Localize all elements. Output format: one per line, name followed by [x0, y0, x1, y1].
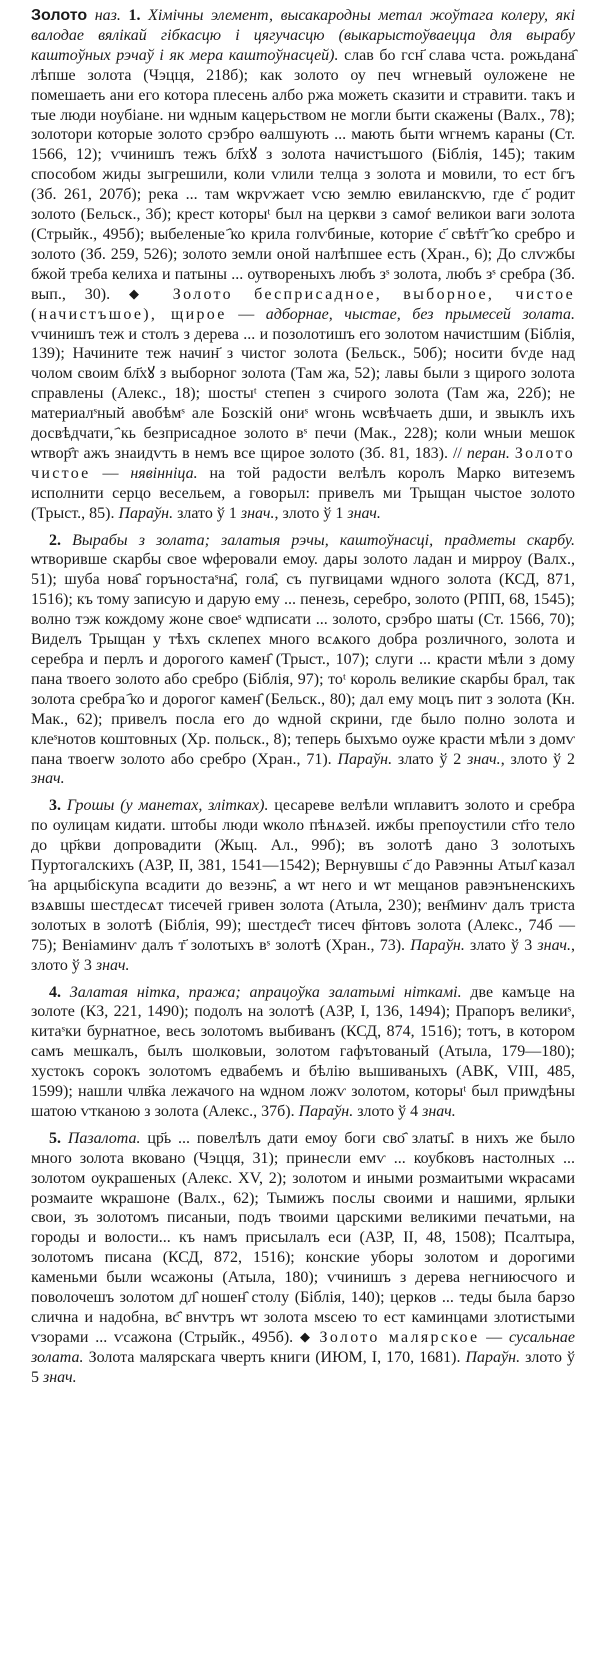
text-run: цр҃ь ... повелѣлъ дати емоу боги сво҄ златы҄. в нихъ же было много золота вковано (Чэцця, 31); принесли емѵ ... коубковъ настолных ... золотом оукрашеных (Алекс. XV, 2); золотом и иными розмаитыми ѡкрасами розмаите ѡкрашоне (Валх., 62); Тымижъ послы своими и нашими, ярлыки свои, зъ золотомъ писаныи, подъ твоими царскими великими печатьми, на городы и волости... къ намъ присылалъ еси (АЗР, II, 48, 1508); Псалтыра, золотомъ писана (КСД, 872, 1516); конские уборы золотом и дорогими каменьми были ѡсажоны (Атыла, 180); ѵчинишъ з дерева негниюсчого и поволочешъ золотом дл҄ ношен҄ столу (Біблія, 140); церков ... теды была барзо слична и надобна, вс҄ внѵтръ ѡт золота мѕсею то ест каминцами злотистыми ѵзорами ... ѵсажона (Стрыйк., 495б). — [31, 1129, 576, 1346]
sense-1-body — [31, 7, 575, 522]
sense-3 — [31, 796, 575, 975]
text-run — [141, 7, 149, 24]
sense-3-body — [31, 797, 575, 973]
text-run — [61, 984, 70, 1001]
italic-run: Грошы (у манетах, злітках). — [66, 797, 269, 815]
text-run: — — [226, 305, 266, 323]
italic-run: знач. — [240, 504, 275, 522]
text-run: цесареве велѣли ѡплавитъ золото и сребра по оулицам кидати. штобы люди ѡколо пѣнѧзей. ижбы препоустили ст҃го тело до цр҃кви допровадити (Жыц. Ал., 99б); въ золотѣ дано 3 золотыхъ Пуртогалскихъ (АЗР, II, 381, 1541—1542); Вернувшы с҃ до Равэнны Атыл҄ казал ҄на арцыбіскупа всадити до везэнь҄, а ѡт него и ѡт мещанов равэнъненскихъ взѧвшы шестдесѧт тисечей гривен золота (Атыла, 230); вен҄минѵ далъ триста золотых в золотѣ (Біблія, 99); шестдес҄т тисеч ф҃нтовъ золота (Алекс., 74б — 75); Веніаминѵ далъ т҃ золотыхъ вˢ золотѣ (Хран., 73). — [31, 797, 575, 954]
headword: Золото — [31, 7, 88, 24]
italic-run: знач. — [347, 504, 381, 522]
sense-number: 5. — [49, 1129, 61, 1147]
italic-run: Залатая нітка, пража; апрацоўка залатымі ніткамі. — [69, 983, 462, 1001]
text-run — [154, 286, 173, 303]
part-of-speech: наз. — [94, 7, 121, 24]
spaced-phrase: Золото чистое — [31, 444, 576, 482]
sense-4-body — [31, 984, 575, 1120]
sense-2-body — [31, 532, 575, 788]
italic-run: Параўн. — [337, 750, 393, 768]
sense-5-body — [31, 1130, 575, 1386]
sense-number: 2. — [49, 531, 61, 549]
text-run: злато ў 3 — [464, 936, 538, 954]
italic-run: Пазалота. — [67, 1129, 141, 1147]
text-run: ѡтворивше скарбы свое ѡферовали емоу. дары золото ладан и мирроу (Валх., 51); шуба нова҄ горъностаˢна҄, гола҄, съ пугвицами ѡдного золота (КСД, 871, 1516); къ тому записую и дарую ему ... пенезь, серебро, золото (РПП, 68, 1545); волно тэж кождому жоне своеˢ ѡдписати ... золото, срэбро шаты (Ст. 1566, 70); Виделъ Трыщан у тѣхъ склепех много всѧкого добра розличного, золота и серебра и перлъ и дорогого камен҄ (Трыст., 107); слуги ... красти мѣли з дому пана твоего золото або сребро (Біблія, 97); тоᵗ король великие скарбы брал, так золота сребра ҄ко и дорогог камен҄ (Бельск., 80); дал ему моцъ пит з золота (Кн. Мак., 62); привелъ посла его до ѡдной скрини, где было полно золота и клеˢнотов коштовных (Хр. польск., 8); теперь быхъмо оуже красти мѣли з домѵ пана твоегѡ золото або сребро (Хран., 71). — [31, 551, 575, 768]
italic-run: знач. — [467, 750, 501, 768]
text-run: злато ў 2 — [392, 750, 468, 768]
text-run: злато ў 1 — [173, 504, 241, 522]
italic-run: Параўн. — [298, 1102, 354, 1120]
diamond-mark: ◆ — [299, 1328, 313, 1344]
italic-run: знач. — [422, 1102, 456, 1120]
diamond-mark: ◆ — [128, 285, 154, 301]
text-run: слав бо гсн҃ слава чста. рожьдана҄ лѣпше золота (Чэцця, 218б); как золото оу печ ѡгневый оуложене не помешаеть ани его котора плесень албо ржа можеть сказити и стравити. такъ и тые люди ноубіане. ни ѡдным кацерьством не могли быти скажены (Валх., 78); золотори которые золото срэбро ѳалшують ... мають быти ѡгнемъ караны (Ст. 1566, 12); ѵчинишъ тежъ бл҃хꙋ з золота начистъшого (Біблія, 145); таким способом жиды зыгрешили, коли ѵлили телца з золота и мовили, то ест бгъ (Зб. 261, 207б); река ... там ѡкрѵжает ѵсю землю евиланскѵю, где с҃ родит золото (Бельск., 3б); крест которыᵗ был на церкви з самоѓ великои ваги золота (Стрыйк., 495б); выбеленые ҄ко крила голѵбиные, которие с҃ свѣт҃т ҄ко сребро и золото (Зб. 259, 526); золото земли оной налѣпшее есть (Хран., 6); До слѵжбы бжой треба келиха и патыны ... оутвореныхъ любъ зˢ золота, любъ зˢ сребра (Зб. вып., 30). — [31, 46, 575, 303]
sense-number: 3. — [49, 797, 61, 815]
italic-run: Параўн. — [410, 936, 465, 954]
italic-run: Параўн. — [465, 1348, 521, 1366]
text-run: , злото ў 1 — [274, 504, 348, 522]
italic-run: знач. — [537, 936, 571, 954]
text-run — [61, 1130, 68, 1147]
italic-run: сусальнае золата. — [31, 1328, 576, 1366]
text-run: злото ў 4 — [353, 1102, 423, 1120]
italic-run: знач. — [43, 1368, 77, 1386]
text-run: ѵчинишъ теж и столъ з дерева ... и позолотишъ его золотом начистшим (Біблія, 139); Начините теж начин҃ з чистог золота (Бельск., 50б); носити бѵде над чолом своим бл҃хꙋ з выборног золота (Там жа, 52); лавы были з щирого золота справлены (Алекс., 18); шостыᵗ степен з счирого золота (Там жа, 22б); не материалˢный авобѣмˢ але Бозскій ониˢ ѡгонь ѡсвѣчаеть дши, и звыклъ ихъ досвѣдчати, ҄кь безприсадное золото вˢ печи (Мак., 228); коли ѡныи мешок ѡтвор҄т ажъ знаидѵть в немъ все щирое золото (Зб. 81, 183). // — [31, 325, 575, 462]
italic-run: Параўн. — [118, 504, 174, 522]
italic-run: нявінніца. — [130, 464, 198, 482]
text-run: на той радости велѣлъ королъ Марко витеземъ исполнити серцо весельем, а говорыл: привелъ ми Трыщан чыстое золото (Трыст., 85). — [31, 464, 575, 522]
text-run: , злото ў 3 — [31, 936, 575, 974]
text-run: — — [479, 1328, 509, 1346]
italic-run: Вырабы з золата; залатыя рэчы, каштоўнасці, прадметы скарбу. — [72, 531, 575, 549]
text-run — [61, 532, 72, 549]
spaced-phrase: Золото малярское — [319, 1328, 480, 1346]
sense-number: 4. — [49, 983, 61, 1001]
text-run — [313, 1329, 320, 1346]
sense-5 — [31, 1129, 575, 1388]
italic-run: знач. — [95, 956, 130, 974]
text-run: , злото ў 2 — [500, 750, 575, 768]
sense-2 — [31, 531, 575, 790]
text-run: две камъце на золоте (КЗ, 221, 1490); подолъ на золотѣ (АЗР, I, 136, 1494); Прапоръ великиˢ, китаˢки бурнатное, весь золотомъ выбиванъ (КСД, 874, 1516); тотъ, в котором самъ мешкалъ, былъ шолковыи, золотом гафътованый (Атыла, 179—180); хустокъ сорокъ золотомъ едвабемъ и бѣлiю вышиваныхъ (АВК, VIII, 485, 1599); нашли члв҃ка лежачого на ѡдном ложѵ золотом, которыᵗ был приѡдѣны шатою ѵтканою з золота (Алекс., 37б). — [31, 983, 576, 1120]
text-run: Золота малярскага чверть книги (ИЮМ, I, 170, 1681). — [83, 1348, 466, 1366]
italic-run: Хімічны элемент, высакародны метал жоўтага колеру, які валодае вялікай гібкасцю і цягучасцю (выкарыстоўваецца для вырабу каштоўных рэчаў і як мера каштоўнасцей). — [31, 7, 576, 64]
italic-run: знач. — [31, 770, 65, 788]
sense-number: 1. — [128, 7, 141, 24]
spaced-phrase: Золото бесприсадное, выборное, чистое (начистъшое), щирое — [31, 285, 576, 323]
italic-run: перан. — [466, 444, 510, 462]
sense-1 — [31, 6, 575, 524]
italic-run: адборнае, чыстае, без прымесей золата. — [265, 305, 576, 323]
sense-4 — [31, 983, 575, 1122]
text-run: злото ў 5 — [31, 1348, 575, 1386]
text-run: — — [90, 464, 131, 482]
